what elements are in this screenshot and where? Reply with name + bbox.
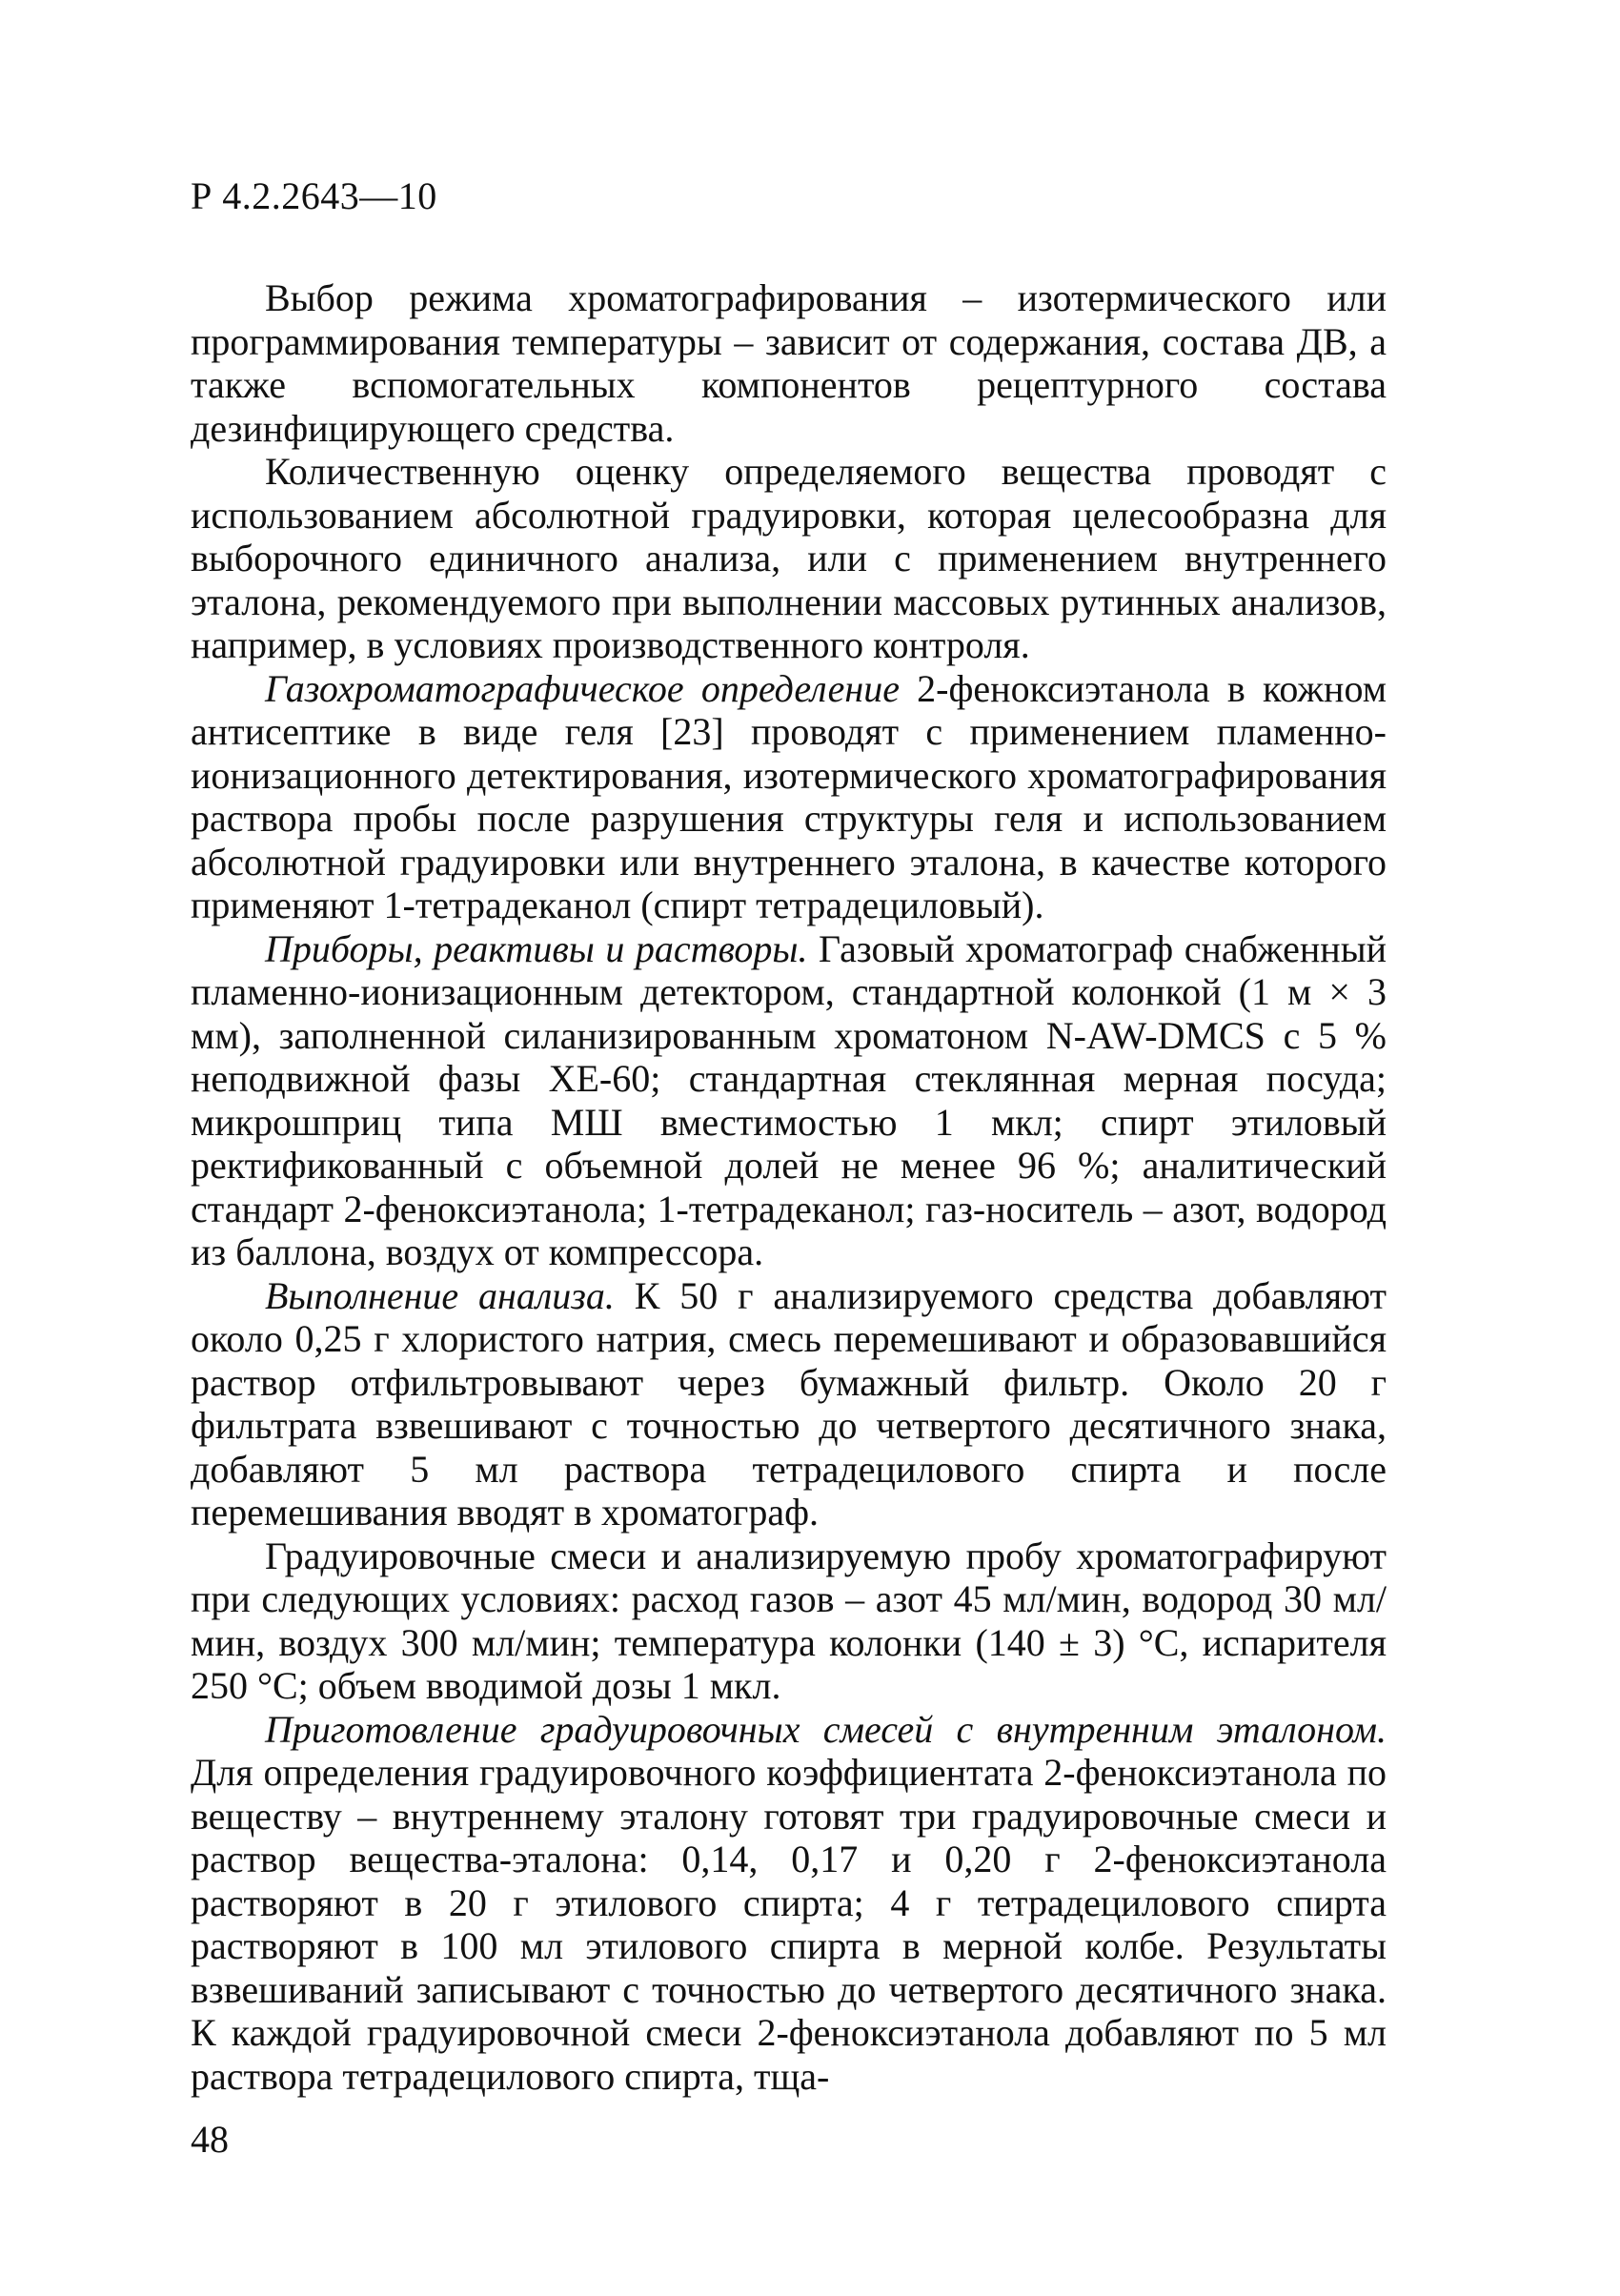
paragraph-lead-italic: Приготовление градуировочных смесей с внутренним эталоном. <box>265 1707 1387 1751</box>
body-text <box>191 276 1387 2098</box>
paragraph-text: Градуировочные смеси и анализируемую пробу хроматографируют при следующих условиях: расход газов – азот 45 мл/мин, водород 30 мл/мин, воздух 300 мл/мин; температура колонки (140 ± 3) °С, испарителя 250 °С; объем вводимой дозы 1 мкл. <box>191 1534 1387 1707</box>
paragraph <box>191 927 1387 1274</box>
paragraph-text: Для определения градуировочного коэффициентата 2-феноксиэтанола по веществу – внутреннему эталону готовят три градуировочные смеси и раствор вещества-эталона: 0,14, 0,17 и 0,20 г 2-феноксиэтанола растворяют в 20 г этилового спирта; 4 г тетрадецилового спирта растворяют в 100 мл этилового спирта в мерной колбе. Результаты взвешиваний записывают с точностью до четвертого десятичного знака. К каждой градуировочной смеси 2-феноксиэтанола добавляют по 5 мл раствора тетрадецилового спирта, тща- <box>191 1751 1387 2098</box>
paragraph <box>191 667 1387 927</box>
paragraph <box>191 1534 1387 1708</box>
paragraph <box>191 450 1387 667</box>
paragraph-lead-italic: Выполнение анализа. <box>265 1273 615 1317</box>
paragraph <box>191 276 1387 450</box>
paragraph <box>191 1708 1387 2099</box>
paragraph-lead-italic: Газохроматографическое определение <box>265 666 900 710</box>
paragraph-text: Газовый хроматограф снабженный пламенно-ионизационным детектором, стандартной колонкой (1 м × 3 мм), заполненной силанизированным хроматоном N-AW-DMCS с 5 % неподвижной фазы ХЕ-60; стандартная стеклянная мерная посуда; микрошприц типа МШ вместимостью 1 мкл; спирт этиловый ректификованный с объемной долей не менее 96 %; аналитический стандарт 2-феноксиэтанола; 1-тетрадеканол; газ-носитель – азот, водород из баллона, воздух от компрессора. <box>191 926 1387 1273</box>
paragraph-text: Выбор режима хроматографирования – изотермического или программирования температуры – зависит от содержания, состава ДВ, а также вспомогательных компонентов рецептурного состава дезинфицирующего средства. <box>191 276 1387 450</box>
page-number: 48 <box>191 2118 229 2161</box>
paragraph-text: Количественную оценку определяемого вещества проводят с использованием абсолютной градуировки, которая целесообразна для выборочного единичного анализа, или с применением внутреннего эталона, рекомендуемого при выполнении массовых рутинных анализов, например, в условиях производственного контроля. <box>191 450 1387 666</box>
document-code-header: Р 4.2.2643—10 <box>191 174 437 217</box>
paragraph-text: 2-феноксиэтанола в кожном антисептике в виде геля [23] проводят с применением пламенно-ионизационного детектирования, изотермического хроматографирования раствора пробы после разрушения структуры геля и использованием абсолютной градуировки или внутреннего эталона, в качестве которого применяют 1-тетрадеканол (спирт тетрадециловый). <box>191 666 1387 926</box>
paragraph-text: К 50 г анализируемого средства добавляют около 0,25 г хлористого натрия, смесь перемешивают и образовавшийся раствор отфильтровывают через бумажный фильтр. Около 20 г фильтрата взвешивают с точностью до четвертого десятичного знака, добавляют 5 мл раствора тетрадецилового спирта и после перемешивания вводят в хроматограф. <box>191 1273 1387 1534</box>
paragraph-lead-italic: Приборы, реактивы и растворы. <box>265 926 808 970</box>
paragraph <box>191 1274 1387 1534</box>
document-page <box>191 172 1387 2098</box>
